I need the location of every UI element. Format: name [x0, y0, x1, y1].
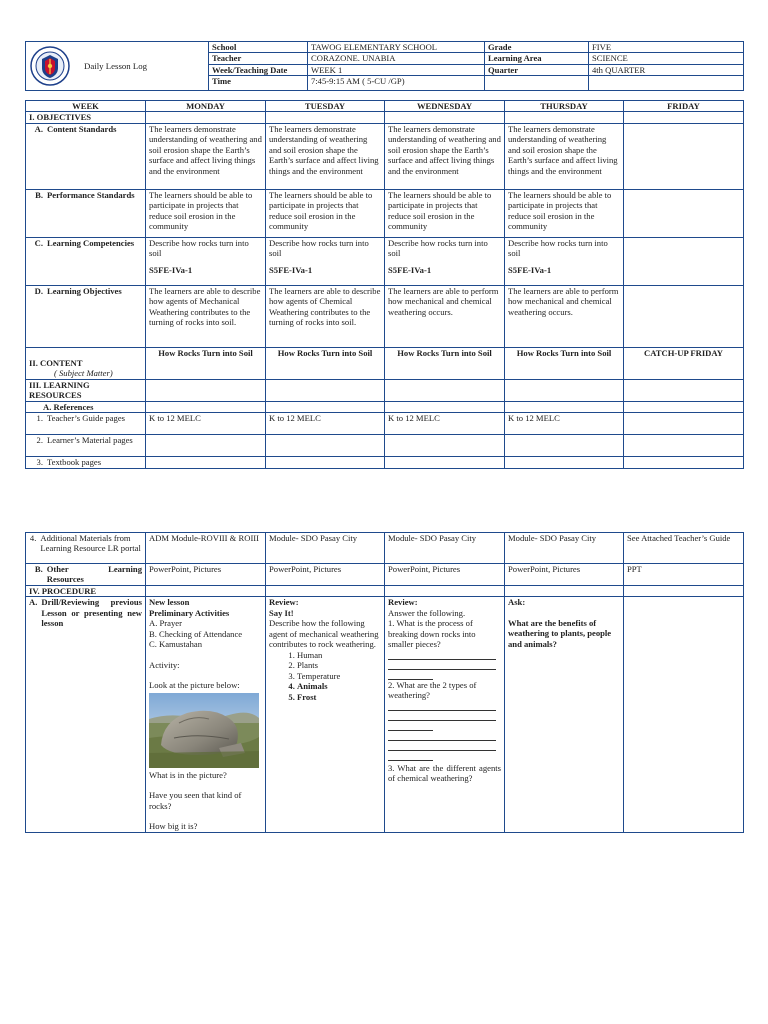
- time-label: Time: [209, 76, 308, 91]
- empty-cell: [624, 237, 744, 285]
- empty-cell: [624, 597, 744, 832]
- section-content: [26, 347, 146, 379]
- header-logo-cell: [26, 42, 209, 91]
- answer-line[interactable]: [388, 741, 496, 751]
- empty-cell: [385, 112, 505, 123]
- content-standards-wednesday: The learners demonstrate understanding of weathering and soil erosion shape the Earth’s surface and affect living things and the environment: [385, 123, 505, 189]
- additional-wednesday: Module- SDO Pasay City: [385, 533, 505, 564]
- additional-thursday: Module- SDO Pasay City: [505, 533, 624, 564]
- header-table: [25, 41, 744, 91]
- empty-cell: [624, 112, 744, 123]
- teachers-guide-monday: K to 12 MELC: [146, 413, 266, 435]
- empty-cell: [385, 401, 505, 412]
- drill-thursday: [505, 597, 624, 832]
- other-resources-wednesday: PowerPoint, Pictures: [385, 564, 505, 586]
- row-label-learning-objectives: D. Learning Objectives: [26, 285, 146, 347]
- empty-cell: [266, 401, 385, 412]
- competency-code: S5FE-IVa-1: [388, 264, 432, 275]
- week-date-value: WEEK 1: [308, 64, 485, 75]
- question-2: 2. What are the 2 types of weathering?: [388, 679, 477, 701]
- answer-line[interactable]: [388, 701, 496, 711]
- answer-line[interactable]: [388, 731, 496, 741]
- competency-text: Describe how rocks turn into soil: [269, 237, 369, 259]
- objectives-monday: The learners are able to describe how agents of Mechanical Weathering contributes to the turning of rocks into soil.: [146, 285, 266, 347]
- empty-cell: [505, 435, 624, 457]
- empty-cell: [266, 379, 385, 401]
- review-heading: Review:: [269, 597, 299, 608]
- references-label: A. References: [26, 401, 146, 412]
- preliminary-heading: Preliminary Activities: [149, 607, 230, 618]
- objectives-thursday: The learners are able to perform how mechanical and chemical weathering occurs.: [505, 285, 624, 347]
- empty-cell: [624, 379, 744, 401]
- answer-line[interactable]: [388, 660, 496, 670]
- empty-cell: [624, 123, 744, 189]
- col-header-friday: FRIDAY: [624, 101, 744, 112]
- say-it-heading: Say It!: [269, 607, 294, 618]
- row-label-learners-material: 2. Learner’s Material pages: [26, 435, 146, 457]
- content-topic-monday: How Rocks Turn into Soil: [146, 347, 266, 379]
- empty-cell: [266, 457, 385, 469]
- empty-cell: [485, 76, 589, 91]
- empty-cell: [146, 435, 266, 457]
- week-date-label: Week/Teaching Date: [209, 64, 308, 75]
- school-label: School: [209, 42, 308, 53]
- question-1: What is in the picture?: [149, 769, 227, 780]
- content-standards-tuesday: The learners demonstrate understanding of weathering and soil erosion shape the Earth’s surface and affect living things and the environment: [266, 123, 385, 189]
- additional-friday: See Attached Teacher’s Guide: [624, 533, 744, 564]
- time-value: 7:45-9:15 AM ( 5-CU /GP): [308, 76, 485, 91]
- deped-seal-icon: [30, 46, 70, 86]
- empty-cell: [624, 435, 744, 457]
- empty-cell: [624, 586, 744, 597]
- drill-tuesday: [266, 597, 385, 832]
- new-lesson-heading: New lesson: [149, 597, 190, 608]
- col-header-week: WEEK: [26, 101, 146, 112]
- empty-cell: [385, 586, 505, 597]
- empty-cell: [385, 435, 505, 457]
- list-item: 3. Temperature: [297, 671, 381, 681]
- empty-cell: [624, 189, 744, 237]
- competency-code: S5FE-IVa-1: [149, 264, 193, 275]
- grade-value: FIVE: [589, 42, 744, 53]
- competencies-wednesday: [385, 237, 505, 285]
- col-header-tuesday: TUESDAY: [266, 101, 385, 112]
- teachers-guide-tuesday: K to 12 MELC: [266, 413, 385, 435]
- answer-line[interactable]: [388, 670, 433, 680]
- question-3: 3. What are the different agents of chemical weathering?: [388, 762, 501, 784]
- empty-cell: [146, 457, 266, 469]
- quarter-value: 4th QUARTER: [589, 64, 744, 75]
- empty-cell: [505, 457, 624, 469]
- content-topic-thursday: How Rocks Turn into Soil: [505, 347, 624, 379]
- section-procedure: IV. PROCEDURE: [26, 586, 146, 597]
- empty-cell: [146, 586, 266, 597]
- learning-area-value: SCIENCE: [589, 53, 744, 64]
- col-header-thursday: THURSDAY: [505, 101, 624, 112]
- row-label-drill: A. Drill/Reviewing previous Lesson or presenting new lesson: [26, 597, 146, 832]
- col-header-monday: MONDAY: [146, 101, 266, 112]
- empty-cell: [624, 401, 744, 412]
- competency-text: Describe how rocks turn into soil: [388, 237, 488, 259]
- answer-line[interactable]: [388, 650, 496, 660]
- answer-instruction: Answer the following.: [388, 607, 466, 618]
- content-topic-wednesday: How Rocks Turn into Soil: [385, 347, 505, 379]
- row-label-textbook: 3. Textbook pages: [26, 457, 146, 469]
- school-value: TAWOG ELEMENTARY SCHOOL: [308, 42, 485, 53]
- content-topic-friday: CATCH-UP FRIDAY: [624, 347, 744, 379]
- list-item: B. Checking of Attendance: [149, 628, 243, 639]
- answer-line[interactable]: [388, 711, 496, 721]
- competency-code: S5FE-IVa-1: [508, 264, 552, 275]
- empty-cell: [505, 401, 624, 412]
- empty-cell: [624, 285, 744, 347]
- other-resources-friday: PPT: [624, 564, 744, 586]
- empty-cell: [624, 457, 744, 469]
- objectives-tuesday: The learners are able to describe how agents of Chemical Weathering contributes to the turning of rocks into soil.: [266, 285, 385, 347]
- learning-area-label: Learning Area: [485, 53, 589, 64]
- other-resources-thursday: PowerPoint, Pictures: [505, 564, 624, 586]
- content-standards-monday: The learners demonstrate understanding of weathering and soil erosion shape the Earth’s surface and affect living things and the environment: [146, 123, 266, 189]
- list-item: C. Kamustahan: [149, 639, 202, 650]
- list-item: 2. Plants: [297, 660, 381, 670]
- grade-label: Grade: [485, 42, 589, 53]
- activity-label: Activity:: [149, 659, 180, 670]
- col-header-wednesday: WEDNESDAY: [385, 101, 505, 112]
- list-item: 5. Frost: [297, 692, 381, 702]
- performance-standards-wednesday: The learners should be able to participate in projects that reduce soil erosion in the community: [385, 189, 505, 237]
- list-item: 4. Animals: [297, 681, 381, 691]
- answer-line[interactable]: [388, 721, 433, 731]
- empty-cell: [146, 379, 266, 401]
- section-resources: III. LEARNING RESOURCES: [26, 379, 146, 401]
- teachers-guide-wednesday: K to 12 MELC: [385, 413, 505, 435]
- subject-matter-label: ( Subject Matter): [54, 368, 113, 379]
- empty-cell: [589, 76, 744, 91]
- row-label-other-resources: B. Other Learning Resources: [26, 564, 146, 586]
- question-1: 1. What is the process of breaking down rocks into smaller pieces?: [388, 618, 476, 650]
- performance-standards-monday: The learners should be able to participate in projects that reduce soil erosion in the community: [146, 189, 266, 237]
- teacher-label: Teacher: [209, 53, 308, 64]
- drill-wednesday: [385, 597, 505, 832]
- empty-cell: [266, 112, 385, 123]
- empty-cell: [266, 586, 385, 597]
- competencies-monday: [146, 237, 266, 285]
- performance-standards-tuesday: The learners should be able to participate in projects that reduce soil erosion in the community: [266, 189, 385, 237]
- empty-cell: [505, 586, 624, 597]
- question-2: Have you seen that kind of rocks?: [149, 790, 242, 811]
- competencies-tuesday: [266, 237, 385, 285]
- review-heading: Review:: [388, 597, 418, 608]
- ask-question: What are the benefits of weathering to plants, people and animals?: [508, 617, 612, 649]
- empty-cell: [505, 112, 624, 123]
- empty-cell: [385, 457, 505, 469]
- list-item: A. Prayer: [149, 618, 182, 629]
- other-resources-tuesday: PowerPoint, Pictures: [266, 564, 385, 586]
- competency-text: Describe how rocks turn into soil: [508, 237, 608, 259]
- review-instruction: Describe how the following agent of mechanical weathering contributes to rock weathering.: [269, 618, 379, 650]
- content-topic-tuesday: How Rocks Turn into Soil: [266, 347, 385, 379]
- additional-monday: ADM Module-ROVIII & ROIII: [146, 533, 266, 564]
- row-label-additional-materials: 4. Additional Materials from Learning Resource LR portal: [26, 533, 146, 564]
- drill-monday: [146, 597, 266, 832]
- row-label-content-standards: A. Content Standards: [26, 123, 146, 189]
- quarter-label: Quarter: [485, 64, 589, 75]
- answer-line[interactable]: [388, 751, 433, 761]
- empty-cell: [146, 401, 266, 412]
- performance-standards-thursday: The learners should be able to participate in projects that reduce soil erosion in the community: [505, 189, 624, 237]
- competency-code: S5FE-IVa-1: [269, 264, 313, 275]
- content-heading: II. CONTENT: [29, 357, 83, 368]
- teachers-guide-thursday: K to 12 MELC: [505, 413, 624, 435]
- competencies-thursday: [505, 237, 624, 285]
- row-label-competencies: C. Learning Competencies: [26, 237, 146, 285]
- empty-cell: [146, 112, 266, 123]
- empty-cell: [505, 379, 624, 401]
- look-instruction: Look at the picture below:: [149, 680, 240, 691]
- list-item: 1. Human: [297, 650, 381, 660]
- empty-cell: [624, 413, 744, 435]
- lesson-table-part2: [25, 532, 744, 833]
- boulder-photo: [149, 693, 259, 768]
- empty-cell: [385, 379, 505, 401]
- document-title: Daily Lesson Log: [84, 60, 148, 71]
- teacher-value: CORAZONE. UNABIA: [308, 53, 485, 64]
- additional-tuesday: Module- SDO Pasay City: [266, 533, 385, 564]
- empty-cell: [266, 435, 385, 457]
- competency-text: Describe how rocks turn into soil: [149, 237, 249, 259]
- agents-list: [269, 650, 381, 702]
- ask-heading: Ask:: [508, 597, 526, 608]
- row-label-performance-standards: B. Performance Standards: [26, 189, 146, 237]
- question-3: How big it is?: [149, 821, 198, 832]
- content-standards-thursday: The learners demonstrate understanding of weathering and soil erosion shape the Earth’s surface and affect living things and the environment: [505, 123, 624, 189]
- objectives-wednesday: The learners are able to perform how mechanical and chemical weathering occurs.: [385, 285, 505, 347]
- other-resources-monday: PowerPoint, Pictures: [146, 564, 266, 586]
- lesson-table-part1: [25, 100, 744, 469]
- row-label-teachers-guide: 1. Teacher’s Guide pages: [26, 413, 146, 435]
- section-objectives: I. OBJECTIVES: [26, 112, 146, 123]
